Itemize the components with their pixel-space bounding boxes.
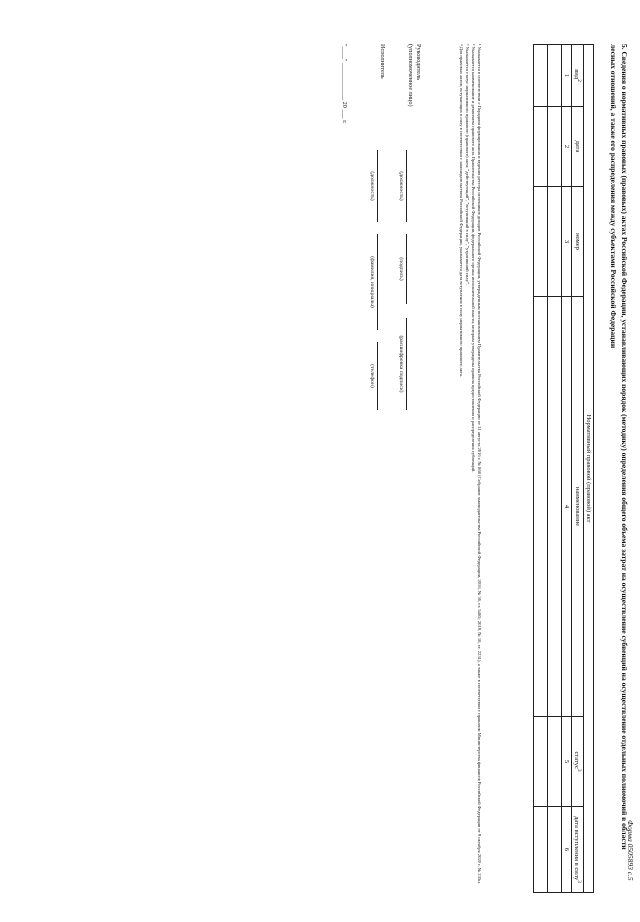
table-row — [547, 45, 561, 893]
date-line: "____" ____________ 20 ___ г. — [341, 44, 348, 124]
head-position-line — [406, 150, 407, 222]
executor-fio-line — [377, 234, 378, 330]
executor-position-caption: (должность) — [369, 171, 375, 201]
col-header-date: дата — [571, 107, 583, 187]
normative-acts-table — [533, 44, 594, 893]
section-title: 5. Сведения о нормативных правовых (правовых) актах Российской Федерации, устанавливающих порядок (методику) определения общего объема затрат на осуществление субвенций на осуществление отдельных полномочий в области лесных отношений, а также его распределения между субъектами Российской Федерации — [609, 44, 629, 850]
footnote-4: ⁴ Для правовых актов, вступающих в силу в соответствии с законодательством Российской Федерации, указывается дата вступления в силу нормативного правового акта. — [459, 44, 464, 378]
executor-label: Исполнитель — [379, 44, 386, 79]
executor-phone-caption: (телефон) — [369, 364, 375, 388]
col-header-name: наименование — [571, 297, 583, 717]
col-header-number: номер — [571, 187, 583, 297]
col-header-type: вид$^2$ — [571, 45, 583, 107]
head-decoding-line — [406, 318, 407, 410]
col-header-status: статус$^3$ — [571, 717, 583, 807]
footnotes — [458, 44, 482, 904]
group-header: Нормативный правовой (правовой) акт — [584, 45, 594, 893]
col-number-3: 3 — [561, 187, 571, 297]
col-header-date-status: дата вступления в силу$^3$ — [571, 807, 583, 893]
table-row — [533, 45, 547, 893]
footnote-1: ¹ Указывается в соответствии с Порядком формирования и ведения реестра источников доходов Российской Федерации, утвержденным постановлением Правительства Российской Федерации от 31 августа 2016 г. № 868 (Собрание законодательства Российской Федерации, 2016, № 36, ст. 5465; 2019, № 18, ст. 2231), а также в соответствии с приказом Министерства финансов Российской Федерации от 9 октября 2020 г. № 235н. — [477, 44, 482, 884]
executor-position-line — [377, 150, 378, 222]
executor-phone-line — [377, 342, 378, 410]
head-sub-label: (уполномоченное лицо) — [407, 44, 414, 107]
col-number-6: 6 — [561, 807, 571, 893]
col-number-1: 1 — [561, 45, 571, 107]
head-signature-line — [406, 234, 407, 304]
head-position-caption: (должность) — [398, 171, 404, 201]
col-number-5: 5 — [561, 717, 571, 807]
executor-fio-caption: (фамилия, инициалы) — [369, 256, 375, 308]
head-label: Руководитель — [415, 44, 422, 80]
footnote-3: ³ Указывается статус нормативного правового (правового) акта: "действующий", "вступивший в силу", "утративший силу". — [465, 44, 470, 285]
col-number-2: 2 — [561, 107, 571, 187]
head-decoding-caption: (расшифровка подписи) — [398, 335, 404, 393]
col-number-4: 4 — [561, 297, 571, 717]
footnote-2: ² Указывается наименование и реквизиты правового акта Правительства Российской Федерации, федерального органа исполнительной власти, которым утверждены правила предоставления и распределения субвенций. — [471, 44, 476, 473]
form-code: Форма 0505893 с.5 — [626, 820, 635, 881]
head-signature-caption: (подпись) — [398, 257, 404, 281]
